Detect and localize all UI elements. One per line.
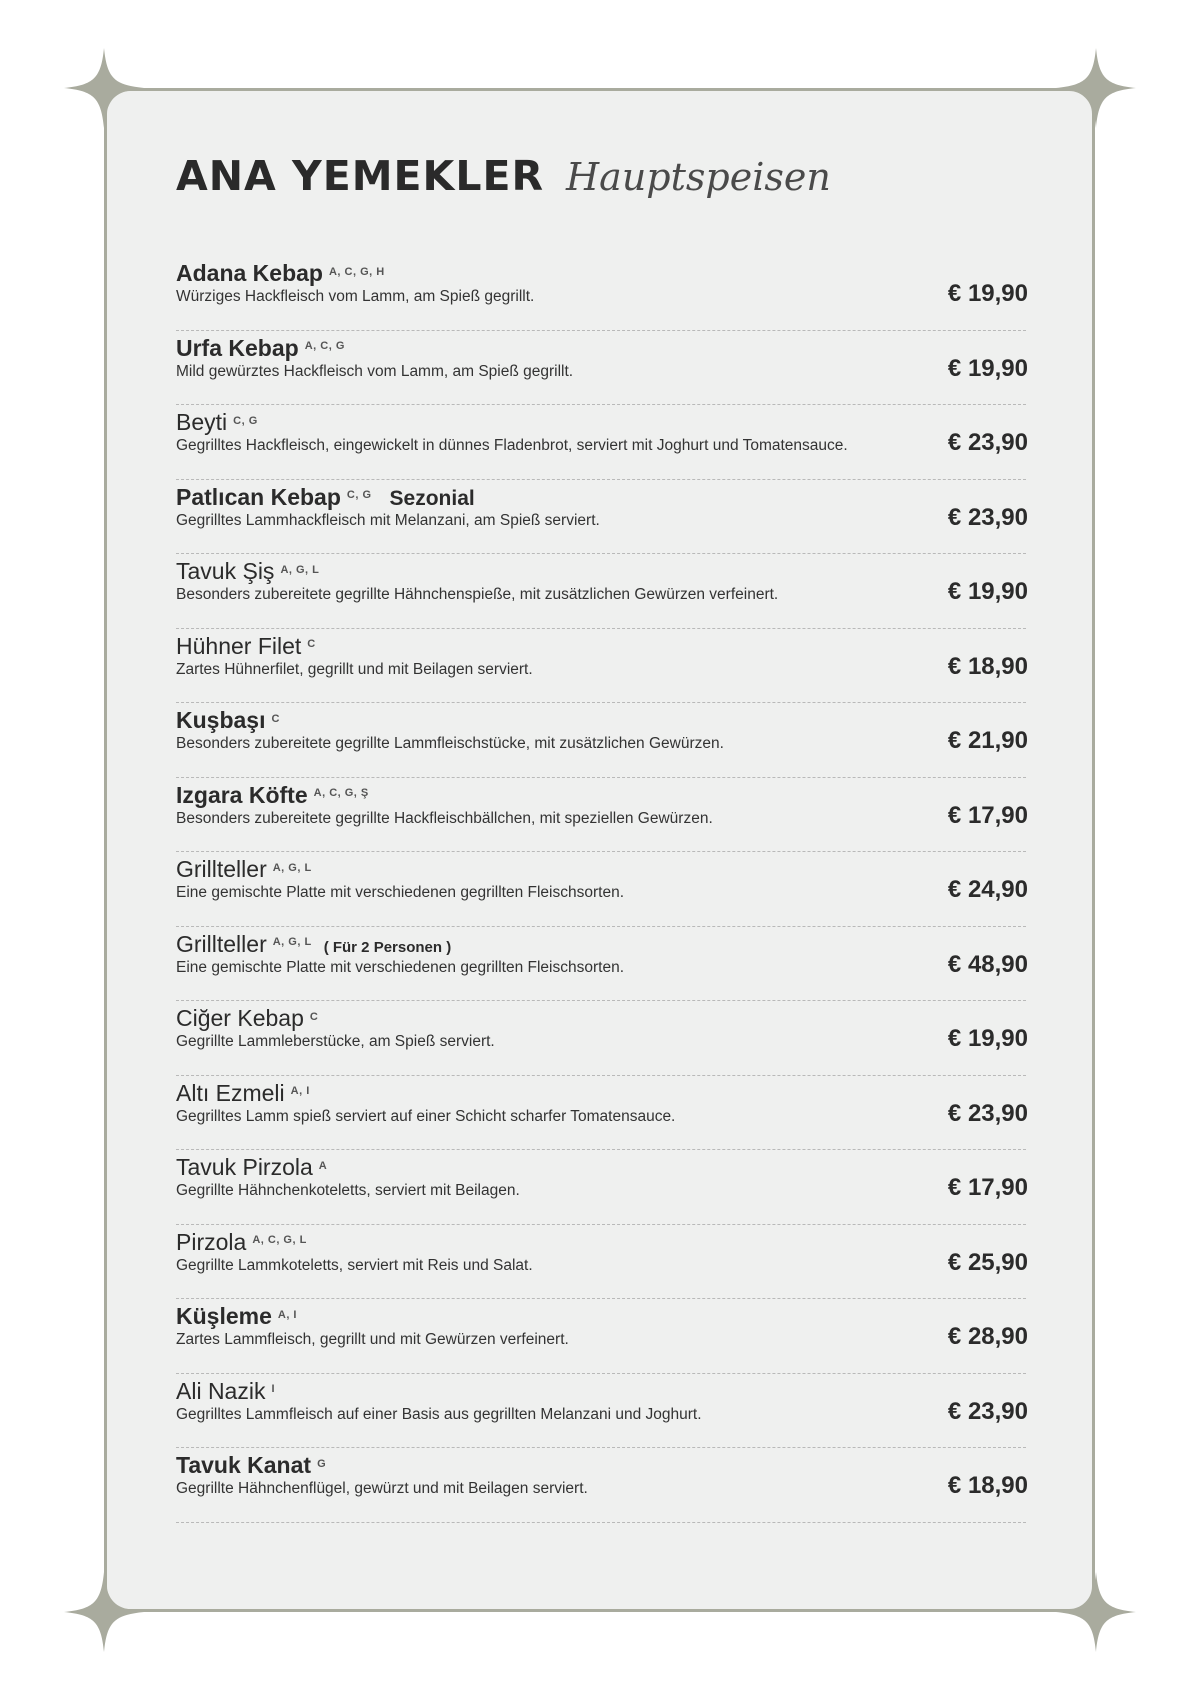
menu-item-name: Ciğer Kebap — [176, 1005, 304, 1031]
menu-item-allergens: A, G, L — [280, 563, 320, 576]
menu-item-name: Izgara Köfte — [176, 781, 308, 808]
menu-item-price: € 23,90 — [947, 1397, 1028, 1425]
menu-item — [176, 256, 1026, 331]
menu-item — [176, 480, 1026, 555]
menu-item — [176, 1374, 1026, 1449]
four-point-star-icon — [64, 1572, 144, 1652]
menu-item-allergens: A — [318, 1159, 328, 1172]
menu-item-heading — [176, 931, 451, 958]
menu-item-heading — [176, 1154, 327, 1181]
menu-item-allergens: I — [271, 1383, 276, 1396]
menu-item-price: € 19,90 — [947, 354, 1028, 382]
menu-item-name: Tavuk Pirzola — [176, 1154, 313, 1180]
menu-item-note: Sezonial — [389, 486, 475, 510]
menu-item-name: Hühner Filet — [176, 632, 302, 659]
menu-item — [176, 1001, 1026, 1076]
menu-item-name: Urfa Kebap — [176, 334, 299, 361]
menu-item-description: Zartes Lammfleisch, gegrillt und mit Gewürzen verfeinert. — [176, 1331, 569, 1348]
menu-item-price: € 19,90 — [947, 1025, 1028, 1052]
menu-item-description: Würziges Hackfleisch vom Lamm, am Spieß gegrillt. — [176, 288, 535, 305]
menu-item — [176, 1299, 1026, 1374]
menu-item-price: € 18,90 — [947, 652, 1028, 680]
menu-item-name: Küşleme — [176, 1303, 272, 1329]
menu-item-description: Gegrillte Lammkoteletts, serviert mit Reis und Salat. — [176, 1256, 533, 1274]
menu-item-name: Pirzola — [176, 1228, 247, 1255]
menu-item-name: Kuşbaşı — [176, 707, 266, 733]
menu-item — [176, 1448, 1026, 1523]
menu-item-heading — [176, 1378, 275, 1405]
menu-item — [176, 703, 1026, 778]
menu-item-allergens: A, C, G, Ş — [313, 787, 369, 800]
menu-item-heading — [176, 1080, 310, 1107]
menu-item-description: Mild gewürztes Hackfleisch vom Lamm, am Spieß gegrillt. — [176, 362, 574, 380]
menu-item-allergens: C, G — [346, 489, 372, 502]
menu-item-allergens: A, I — [277, 1308, 297, 1321]
four-point-star-icon — [1056, 1572, 1136, 1652]
menu-item-price: € 19,90 — [947, 578, 1028, 605]
menu-item-name: Patlıcan Kebap — [176, 483, 341, 510]
menu-item-description: Besonders zubereitete gegrillte Hähnchenspieße, mit zusätzlichen Gewürzen verfeinert. — [176, 586, 779, 603]
menu-item-price: € 48,90 — [947, 950, 1028, 978]
menu-item-allergens: C — [307, 638, 316, 651]
menu-item-price: € 18,90 — [947, 1472, 1028, 1499]
menu-item — [176, 331, 1026, 406]
menu-item-price: € 23,90 — [947, 429, 1028, 456]
menu-item-heading — [176, 558, 319, 585]
menu-item-price: € 24,90 — [947, 876, 1028, 903]
menu-item-name: Tavuk Şiş — [176, 558, 275, 584]
menu-item-name: Tavuk Kanat — [176, 1452, 312, 1478]
menu-item — [176, 554, 1026, 629]
menu-item-name: Beyti — [176, 409, 228, 435]
menu-item-heading — [176, 1303, 297, 1330]
four-point-star-icon — [1056, 48, 1136, 128]
page-title-main: ANA YEMEKLER — [176, 152, 545, 200]
menu-item-allergens: A, C, G — [304, 340, 345, 353]
menu-item-price: € 21,90 — [947, 727, 1028, 754]
menu-item-heading — [176, 409, 258, 436]
menu-item-description: Gegrillte Hähnchenkoteletts, serviert mit Beilagen. — [176, 1182, 520, 1199]
menu-item-allergens: C — [309, 1010, 319, 1023]
menu-item-allergens: A, G, L — [272, 861, 312, 874]
menu-item-description: Zartes Hühnerfilet, gegrillt und mit Beilagen serviert. — [176, 660, 533, 678]
menu-list — [176, 256, 1026, 1523]
menu-item — [176, 1076, 1026, 1151]
menu-item-allergens: A, C, G, H — [328, 265, 385, 278]
menu-item-allergens: G — [317, 1457, 327, 1470]
menu-item-description: Eine gemischte Platte mit verschiedenen gegrillten Fleischsorten. — [176, 884, 625, 901]
menu-item-heading — [176, 484, 475, 511]
menu-item-heading — [176, 1229, 307, 1256]
menu-item-price: € 19,90 — [947, 280, 1028, 307]
menu-item-name: Altı Ezmeli — [176, 1079, 285, 1106]
menu-item — [176, 778, 1026, 853]
menu-item-name: Adana Kebap — [176, 260, 323, 286]
menu-item-heading — [176, 707, 280, 734]
menu-item-price: € 25,90 — [947, 1248, 1028, 1276]
menu-item-price: € 23,90 — [947, 1099, 1028, 1127]
menu-item-allergens: A, G, L — [272, 936, 312, 949]
menu-item-heading — [176, 856, 312, 883]
page-title-sub: Hauptspeisen — [566, 155, 831, 199]
menu-item-allergens: A, C, G, L — [252, 1234, 307, 1247]
menu-item — [176, 1150, 1026, 1225]
menu-item-description: Gegrilltes Lammfleisch auf einer Basis aus gegrillten Melanzani und Joghurt. — [176, 1405, 702, 1423]
menu-item-name: Grillteller — [176, 856, 267, 882]
menu-item-heading — [176, 260, 385, 287]
menu-item-heading — [176, 1005, 318, 1032]
menu-item — [176, 852, 1026, 927]
menu-item-description: Gegrillte Lammleberstücke, am Spieß serviert. — [176, 1033, 495, 1050]
menu-item-description: Eine gemischte Platte mit verschiedenen gegrillten Fleischsorten. — [176, 958, 625, 976]
menu-item-name: Grillteller — [176, 930, 267, 957]
menu-item-description: Gegrilltes Hackfleisch, eingewickelt in dünnes Fladenbrot, serviert mit Joghurt und Tomatensauce. — [176, 437, 848, 454]
menu-item-price: € 28,90 — [947, 1323, 1028, 1350]
menu-item-description: Gegrilltes Lammhackfleisch mit Melanzani, am Spieß serviert. — [176, 511, 600, 529]
menu-item-allergens: C — [271, 712, 280, 725]
page-title — [176, 152, 831, 200]
menu-item-allergens: A, I — [290, 1085, 310, 1098]
menu-item-price: € 17,90 — [947, 801, 1028, 829]
menu-item-heading — [176, 335, 345, 362]
menu-item-description: Gegrillte Hähnchenflügel, gewürzt und mit Beilagen serviert. — [176, 1480, 588, 1497]
menu-item-allergens: C, G — [233, 414, 258, 427]
menu-item-heading — [176, 1452, 326, 1479]
menu-item-note: ( Für 2 Personen ) — [323, 938, 452, 956]
menu-item — [176, 927, 1026, 1002]
menu-item-heading — [176, 782, 369, 809]
menu-item-description: Besonders zubereitete gegrillte Lammfleischstücke, mit zusätzlichen Gewürzen. — [176, 735, 724, 752]
menu-item — [176, 1225, 1026, 1300]
menu-item-description: Gegrilltes Lamm spieß serviert auf einer Schicht scharfer Tomatensauce. — [176, 1107, 676, 1125]
menu-item-price: € 23,90 — [947, 503, 1028, 531]
menu-item-price: € 17,90 — [947, 1174, 1028, 1201]
menu-item-heading — [176, 633, 316, 660]
menu-item — [176, 629, 1026, 704]
four-point-star-icon — [64, 48, 144, 128]
menu-item-description: Besonders zubereitete gegrillte Hackfleischbällchen, mit speziellen Gewürzen. — [176, 809, 713, 827]
menu-item-name: Ali Nazik — [176, 1377, 266, 1404]
menu-item — [176, 405, 1026, 480]
